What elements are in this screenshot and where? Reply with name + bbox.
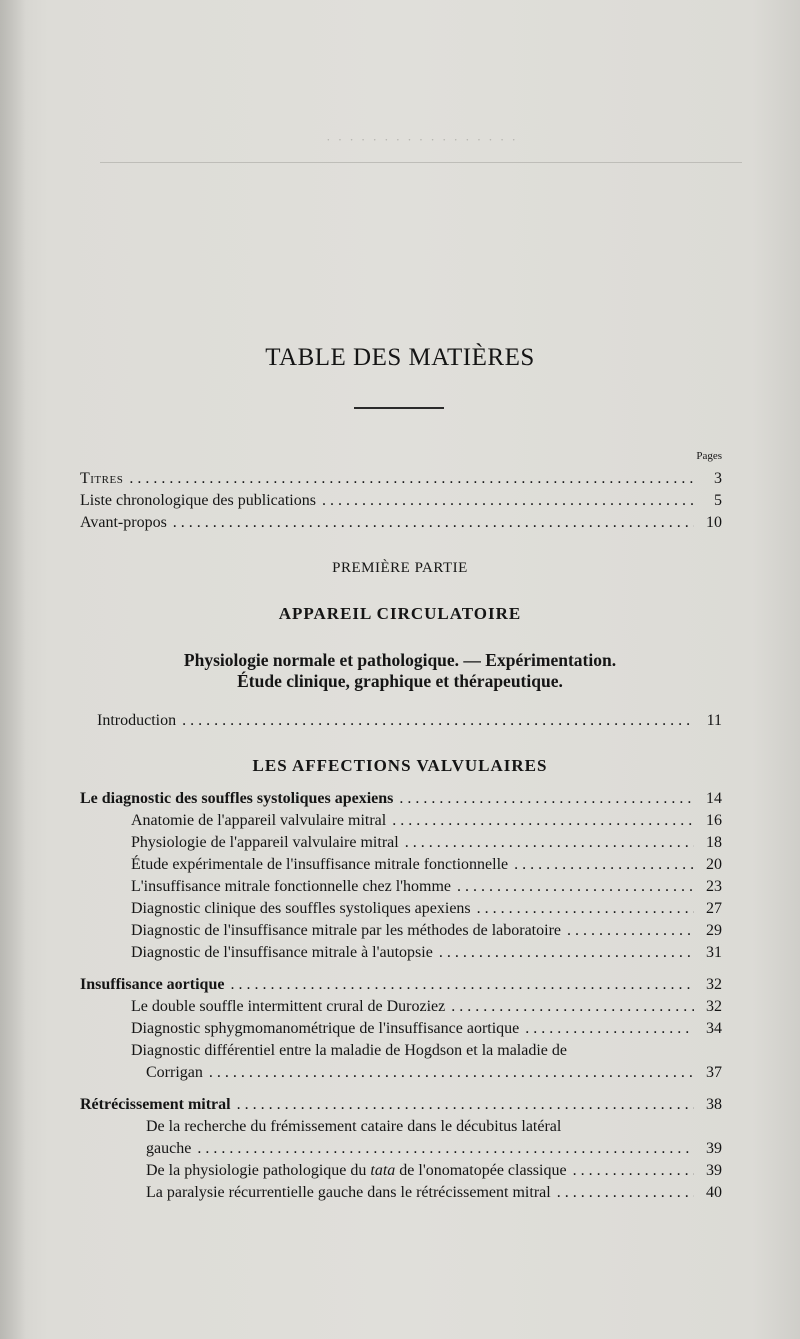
label-part: de l'onomatopée classique bbox=[395, 1162, 567, 1179]
section-title: APPAREIL CIRCULATOIRE bbox=[278, 604, 522, 623]
toc-entry-label bbox=[146, 1160, 567, 1182]
show-through-rule bbox=[100, 162, 742, 163]
dot-leader bbox=[173, 512, 694, 534]
toc-entry-page: 3 bbox=[714, 470, 722, 487]
toc-entry-page: 32 bbox=[706, 976, 722, 993]
dot-leader bbox=[514, 854, 694, 876]
toc-entry-label: Le diagnostic des souffles systoliques apexiens bbox=[80, 790, 394, 807]
part-title: PREMIÈRE PARTIE bbox=[332, 560, 468, 576]
show-through-header: · · · · · · · · · · · · · · · · · bbox=[324, 132, 516, 147]
dot-leader bbox=[439, 942, 694, 964]
toc-entry-label-line-1: Diagnostic différentiel entre la maladie de Hogdson et la maladie de bbox=[131, 1042, 567, 1059]
dot-leader bbox=[237, 1094, 694, 1116]
toc-entry[interactable] bbox=[131, 898, 722, 920]
dot-leader bbox=[557, 1182, 694, 1204]
page-title: TABLE DES MATIÈRES bbox=[265, 344, 535, 371]
dot-leader bbox=[197, 1138, 694, 1160]
toc-entry[interactable] bbox=[146, 1138, 722, 1160]
toc-entry-titres[interactable] bbox=[80, 468, 722, 490]
toc-entry[interactable] bbox=[146, 1160, 722, 1182]
toc-entry-page: 37 bbox=[706, 1064, 722, 1081]
dot-leader bbox=[573, 1160, 694, 1182]
dot-leader bbox=[322, 490, 694, 512]
toc-entry-label: Introduction bbox=[97, 712, 177, 729]
toc-entry-page: 27 bbox=[706, 900, 722, 917]
toc-entry[interactable] bbox=[131, 1018, 722, 1040]
toc-entry-page: 38 bbox=[706, 1096, 722, 1113]
toc-entry[interactable] bbox=[131, 854, 722, 876]
toc-entry-label: Diagnostic sphygmomanométrique de l'insuffisance aortique bbox=[131, 1020, 520, 1037]
toc-entry-label: Diagnostic de l'insuffisance mitrale par les méthodes de laboratoire bbox=[131, 922, 561, 939]
dot-leader bbox=[451, 996, 694, 1018]
toc-entry[interactable] bbox=[146, 1062, 722, 1084]
dot-leader bbox=[405, 832, 694, 854]
section-subtitle-line-1: Physiologie normale et pathologique. — Expérimentation. bbox=[183, 650, 617, 670]
toc-entry-page: 10 bbox=[706, 514, 722, 531]
toc-entry[interactable] bbox=[131, 942, 722, 964]
toc-entry-introduction[interactable] bbox=[97, 710, 722, 732]
toc-entry-label: L'insuffisance mitrale fonctionnelle chez l'homme bbox=[131, 878, 452, 895]
toc-entry-label: La paralysie récurrentielle gauche dans le rétrécissement mitral bbox=[146, 1184, 551, 1201]
toc-entry-page: 39 bbox=[706, 1162, 722, 1179]
toc-entry-label: Diagnostic clinique des souffles systoliques apexiens bbox=[131, 900, 471, 917]
toc-entry-page: 34 bbox=[706, 1020, 722, 1037]
label-italic-word: tata bbox=[370, 1162, 396, 1179]
toc-entry[interactable] bbox=[131, 920, 722, 942]
toc-entry-page: 32 bbox=[706, 998, 722, 1015]
toc-entry-page: 40 bbox=[706, 1184, 722, 1201]
dot-leader bbox=[525, 1018, 694, 1040]
dot-leader bbox=[567, 920, 694, 942]
toc-entry-page: 14 bbox=[706, 790, 722, 807]
toc-entry-page: 29 bbox=[706, 922, 722, 939]
dot-leader bbox=[399, 788, 694, 810]
toc-entry-publications[interactable] bbox=[80, 490, 722, 512]
toc-chapter-souffles[interactable] bbox=[80, 788, 722, 810]
toc-chapter-insuffisance-aortique[interactable] bbox=[80, 974, 722, 996]
dot-leader bbox=[129, 468, 694, 490]
dot-leader bbox=[182, 710, 694, 732]
section-subtitle-line-2: Étude clinique, graphique et thérapeutique. bbox=[237, 671, 563, 691]
toc-entry-page: 39 bbox=[706, 1140, 722, 1157]
toc-entry-page: 5 bbox=[714, 492, 722, 509]
toc-entry-label: Diagnostic de l'insuffisance mitrale à l'autopsie bbox=[131, 944, 433, 961]
toc-entry[interactable] bbox=[131, 996, 722, 1018]
toc-entry-page: 23 bbox=[706, 878, 722, 895]
title-divider bbox=[354, 407, 444, 409]
toc-entry-label: Physiologie de l'appareil valvulaire mitral bbox=[131, 834, 399, 851]
toc-entry[interactable] bbox=[131, 832, 722, 854]
group-title: LES AFFECTIONS VALVULAIRES bbox=[252, 756, 548, 775]
toc-entry-label: Le double souffle intermittent crural de Duroziez bbox=[131, 998, 446, 1015]
toc-entry[interactable] bbox=[131, 876, 722, 898]
dot-leader bbox=[392, 810, 694, 832]
toc-entry[interactable] bbox=[131, 810, 722, 832]
toc-entry-label: Corrigan bbox=[146, 1064, 203, 1081]
toc-entry-label: Anatomie de l'appareil valvulaire mitral bbox=[131, 812, 387, 829]
pages-column-header: Pages bbox=[696, 450, 722, 462]
toc-entry-label: Liste chronologique des publications bbox=[80, 492, 316, 509]
toc-entry[interactable] bbox=[146, 1182, 722, 1204]
toc-entry-page: 31 bbox=[706, 944, 722, 961]
toc-entry-label: Insuffisance aortique bbox=[80, 976, 225, 993]
toc-entry-label-line-1: De la recherche du frémissement cataire dans le décubitus latéral bbox=[146, 1118, 562, 1135]
toc-entry-label: Rétrécissement mitral bbox=[80, 1096, 231, 1113]
toc-entry-label: gauche bbox=[146, 1140, 192, 1157]
dot-leader bbox=[457, 876, 694, 898]
toc-entry-avant-propos[interactable] bbox=[80, 512, 722, 534]
toc-entry-page: 18 bbox=[706, 834, 722, 851]
dot-leader bbox=[209, 1062, 694, 1084]
toc-entry-label: Titres bbox=[80, 470, 124, 487]
dot-leader bbox=[477, 898, 694, 920]
toc-entry-label: Étude expérimentale de l'insuffisance mitrale fonctionnelle bbox=[131, 856, 509, 873]
label-part: De la physiologie pathologique du bbox=[146, 1162, 371, 1179]
toc-entry-label: Avant-propos bbox=[80, 514, 167, 531]
toc-entry-page: 20 bbox=[706, 856, 722, 873]
toc-entry-page: 16 bbox=[706, 812, 722, 829]
toc-chapter-retrecissement-mitral[interactable] bbox=[80, 1094, 722, 1116]
toc-entry-page: 11 bbox=[706, 712, 722, 729]
dot-leader bbox=[230, 974, 694, 996]
